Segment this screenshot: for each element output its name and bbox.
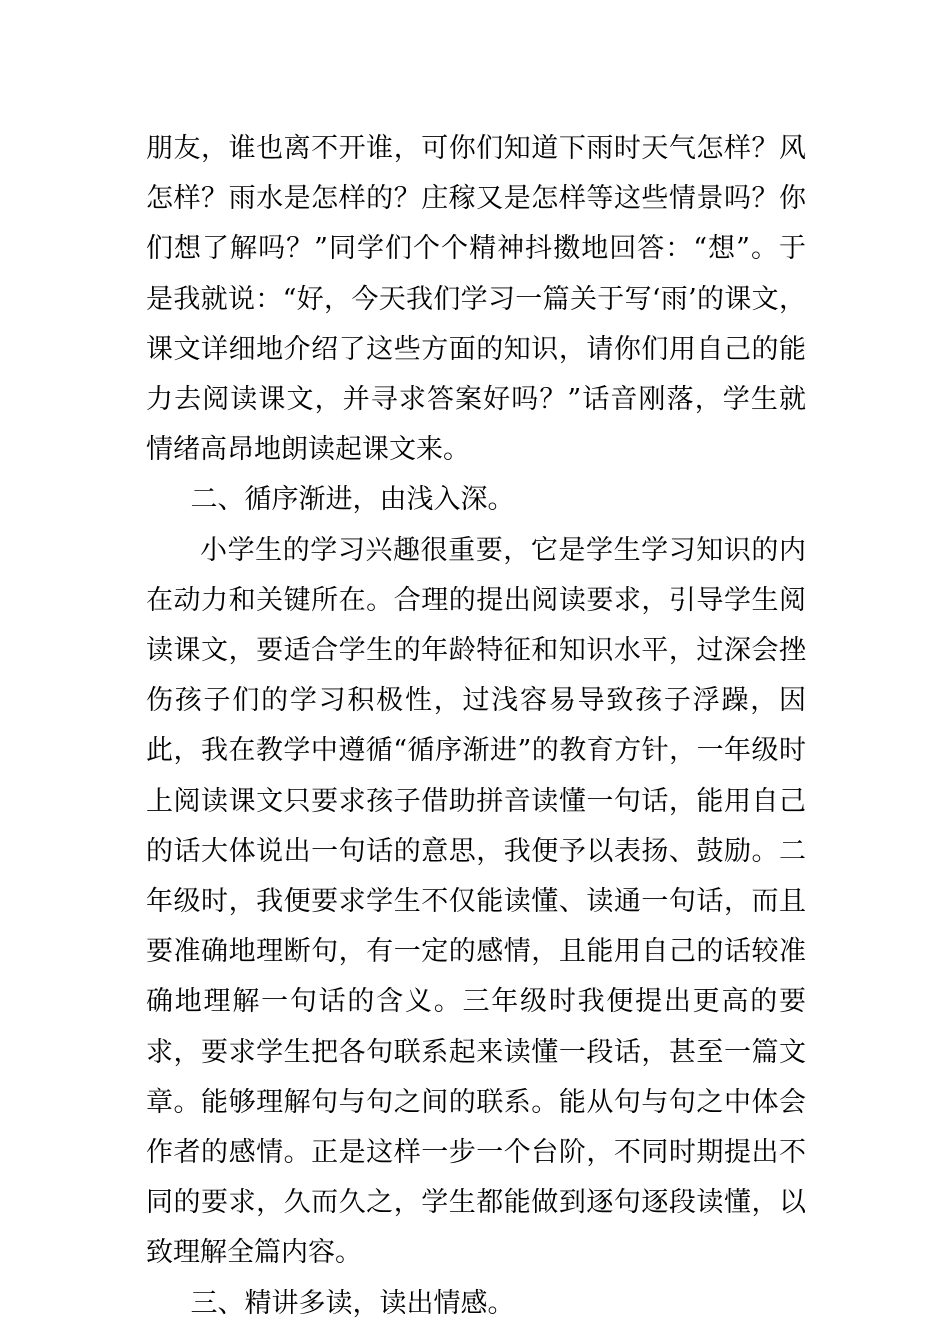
- paragraph-body: 小学生的学习兴趣很重要，它是学生学习知识的内在动力和关键所在。合理的提出阅读要求，引导学生阅读课文，要适合学生的年龄特征和知识水平，过深会挫伤孩子们的学习积极性，过浅容易导致孩子浮躁，因此，我在教学中遵循“循序渐进”的教育方针，一年级时上阅读课文只要求孩子借助拼音读懂一句话，能用自己的话大体说出一句话的意思，我便予以表扬、鼓励。二年级时，我便要求学生不仅能读懂、读通一句话，而且要准确地理断句，有一定的感情，且能用自己的话较准确地理解一句话的含义。三年级时我便提出更高的要求，要求学生把各句联系起来读懂一段话，甚至一篇文章。能够理解句与句之间的联系。能从句与句之中体会作者的感情。正是这样一步一个台阶，不同时期提出不同的要求，久而久之，学生都能做到逐句逐段读懂，以致理解全篇内容。: [146, 534, 806, 1269]
- paragraph-continuation: 朋友，谁也离不开谁，可你们知道下雨时天气怎样？风怎样？雨水是怎样的？庄稼又是怎样等这些情景吗？你们想了解吗？”同学们个个精神抖擞地回答：“想”。于是我就说：“好，今天我们学习一篇关于写‘雨’的课文，课文详细地介绍了这些方面的知识，请你们用自己的能力去阅读课文，并寻求答案好吗？”话音刚落，学生就情绪高昂地朗读起课文来。: [146, 133, 806, 466]
- document-body: [146, 124, 806, 1329]
- section-heading-2: 二、循序渐进，由浅入深。: [190, 484, 515, 516]
- section-heading-3: 三、精讲多读，读出情感。: [190, 1287, 515, 1319]
